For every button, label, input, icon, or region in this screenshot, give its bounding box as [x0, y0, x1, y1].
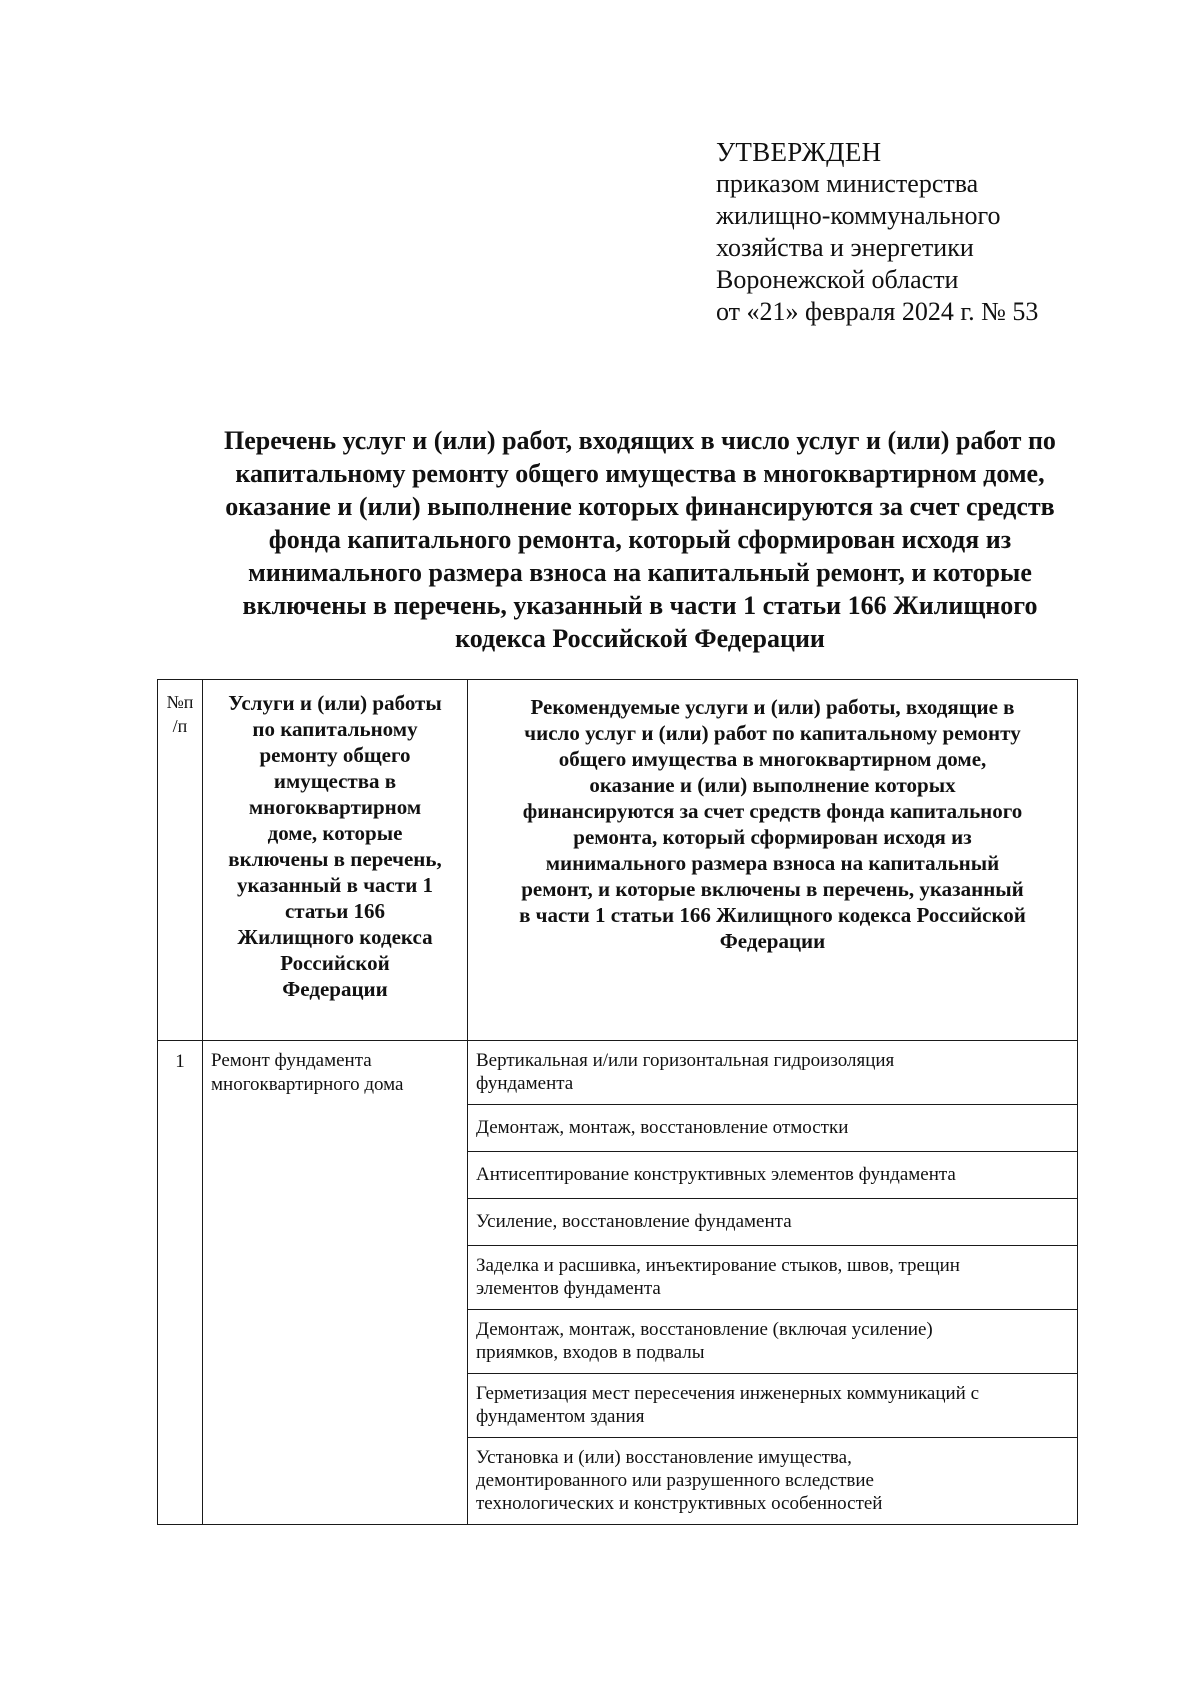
- title-line: оказание и (или) выполнение которых финансируются за счет средств: [225, 492, 1055, 521]
- approval-line: жилищно-коммунального: [716, 201, 1001, 230]
- header-services-line: по капитальному: [252, 717, 418, 741]
- header-services-line: имущества в: [273, 769, 397, 793]
- services-table-wrapper: [157, 679, 1077, 1525]
- row-service: [203, 1041, 468, 1525]
- header-services-line: Услуги и (или) работы: [228, 691, 442, 715]
- recommended-item: [468, 1246, 1077, 1310]
- recommended-item-line: фундаментом здания: [476, 1406, 645, 1427]
- recommended-item-line: Демонтаж, монтаж, восстановление (включая усиление): [476, 1319, 933, 1340]
- recommended-item-line: приямков, входов в подвалы: [476, 1342, 705, 1363]
- recommended-item-line: Заделка и расшивка, инъектирование стыков, швов, трещин: [476, 1255, 960, 1276]
- header-services-line: Российской: [280, 951, 390, 975]
- title-line: минимального размера взноса на капитальный ремонт, и которые: [248, 558, 1032, 587]
- recommended-item: [468, 1199, 1077, 1246]
- recommended-item-line: элементов фундамента: [476, 1278, 661, 1299]
- header-recommended-line: ремонт, и которые включены в перечень, указанный: [521, 877, 1024, 901]
- recommended-item-line: демонтированного или разрушенного вследствие: [476, 1470, 874, 1491]
- document-title: [150, 424, 1130, 655]
- recommended-item: [468, 1438, 1077, 1524]
- recommended-item-line: Антисептирование конструктивных элементов фундамента: [476, 1164, 956, 1185]
- services-table: [157, 679, 1078, 1525]
- header-recommended-line: в части 1 статьи 166 Жилищного кодекса Российской: [519, 903, 1026, 927]
- approval-heading: УТВЕРЖДЕН: [716, 137, 882, 167]
- row-service-line: Ремонт фундамента: [211, 1050, 372, 1071]
- title-line: Перечень услуг и (или) работ, входящих в число услуг и (или) работ по: [224, 426, 1056, 455]
- header-services-line: многоквартирном: [248, 795, 422, 819]
- recommended-item-line: Герметизация мест пересечения инженерных коммуникаций с: [476, 1383, 980, 1404]
- header-recommended-line: ремонта, который сформирован исходя из: [573, 825, 972, 849]
- header-recommended-line: общего имущества в многоквартирном доме,: [558, 747, 987, 771]
- recommended-item: [468, 1105, 1077, 1152]
- row-number: 1: [158, 1041, 203, 1525]
- header-services-line: включены в перечень,: [228, 847, 442, 871]
- header-services-line: статьи 166: [284, 899, 386, 923]
- approval-line: хозяйства и энергетики: [716, 233, 974, 262]
- row-service-line: многоквартирного дома: [211, 1074, 404, 1095]
- header-number: [158, 680, 203, 1041]
- table-header-row: [158, 680, 1078, 1041]
- header-recommended-line: число услуг и (или) работ по капитальному ремонту: [524, 721, 1021, 745]
- recommended-item: [468, 1374, 1077, 1438]
- approval-line: Воронежской области: [716, 265, 959, 294]
- approval-line: приказом министерства: [716, 169, 979, 198]
- header-recommended-line: оказание и (или) выполнение которых: [589, 773, 956, 797]
- approval-block: [716, 136, 1156, 328]
- header-services-line: ремонту общего: [259, 743, 411, 767]
- recommended-item-line: Вертикальная и/или горизонтальная гидроизоляция: [476, 1050, 895, 1071]
- header-recommended-line: минимального размера взноса на капитальный: [545, 851, 1000, 875]
- recommended-item: [468, 1152, 1077, 1199]
- header-recommended-line: Рекомендуемые услуги и (или) работы, входящие в: [530, 695, 1015, 719]
- header-services-line: доме, которые: [267, 821, 403, 845]
- approval-order-date: от «21» февраля 2024 г. № 53: [716, 297, 1039, 326]
- recommended-item: [468, 1310, 1077, 1374]
- table-row: [158, 1041, 1078, 1525]
- title-line: фонда капитального ремонта, который сформирован исходя из: [268, 525, 1012, 554]
- header-recommended-line: Федерации: [719, 929, 826, 953]
- title-line: включены в перечень, указанный в части 1 статьи 166 Жилищного: [242, 591, 1038, 620]
- header-number-line: №п: [166, 692, 194, 712]
- header-recommended-line: финансируются за счет средств фонда капитального: [522, 799, 1023, 823]
- header-services-line: Жилищного кодекса: [237, 925, 433, 949]
- header-services-line: указанный в части 1: [236, 873, 434, 897]
- recommended-item-line: Усиление, восстановление фундамента: [476, 1211, 792, 1232]
- row-recommended-list: [468, 1041, 1078, 1525]
- recommended-item-line: технологических и конструктивных особенностей: [476, 1493, 883, 1514]
- title-line: кодекса Российской Федерации: [455, 624, 825, 653]
- header-recommended: [468, 680, 1078, 1041]
- recommended-item-line: фундамента: [476, 1073, 574, 1094]
- title-line: капитальному ремонту общего имущества в многоквартирном доме,: [235, 459, 1045, 488]
- recommended-item: [468, 1041, 1077, 1105]
- header-services: [203, 680, 468, 1041]
- header-services-line: Федерации: [282, 977, 388, 1001]
- recommended-item-line: Демонтаж, монтаж, восстановление отмостки: [476, 1117, 849, 1138]
- recommended-item-line: Установка и (или) восстановление имущества,: [476, 1447, 852, 1468]
- header-number-line: /п: [172, 716, 188, 736]
